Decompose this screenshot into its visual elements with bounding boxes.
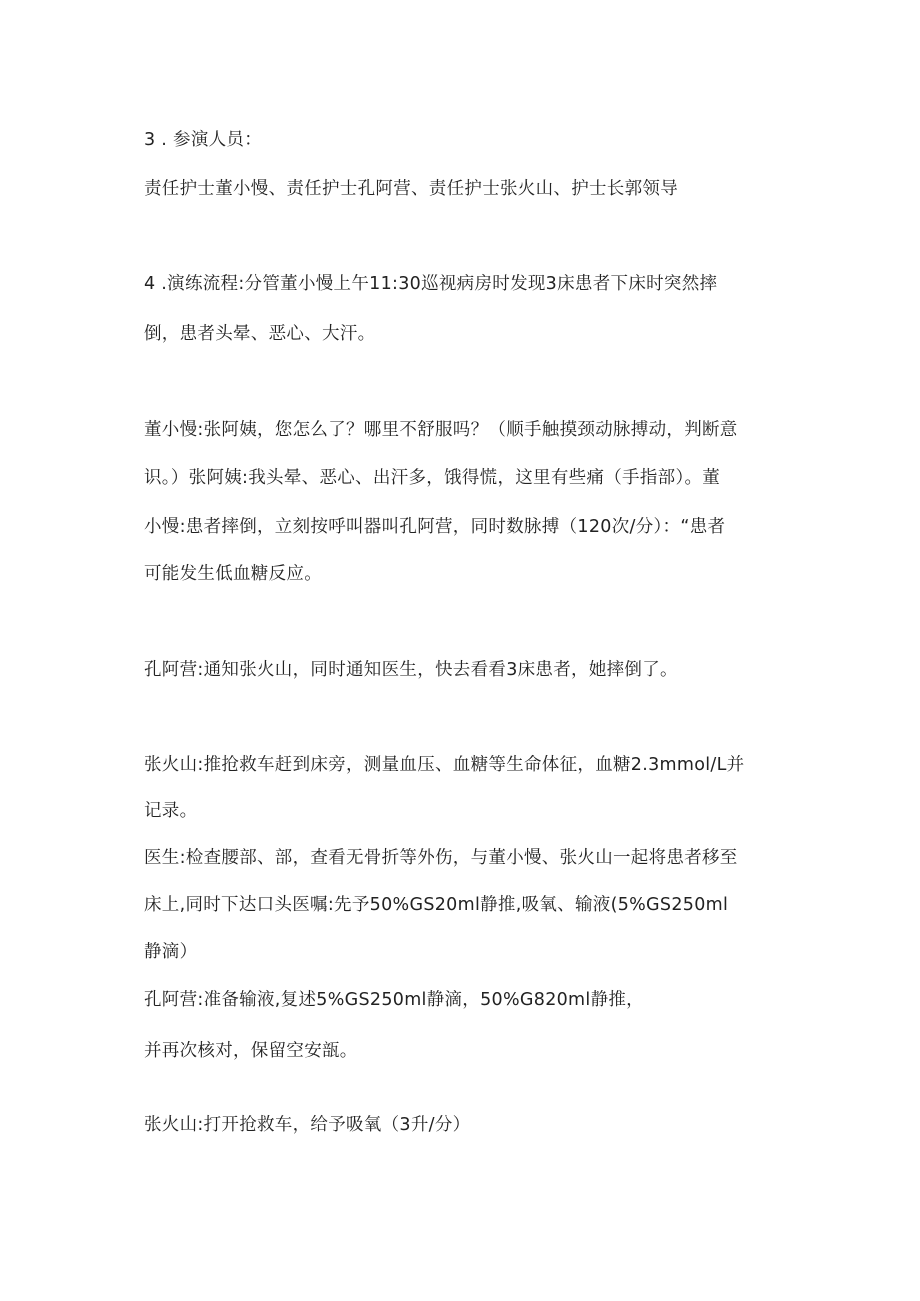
dialogue-line: 小慢:患者摔倒，立刻按呼叫器叫孔阿营，同时数脉搏（120次/分）：“患者 xyxy=(144,517,726,537)
section-3-heading: 3 . 参演人员： xyxy=(144,130,263,150)
dialogue-line: 静滴） xyxy=(144,942,198,962)
participants-line: 责任护士董小慢、责任护士孔阿营、责任护士张火山、护士长郭领导 xyxy=(144,179,678,199)
dialogue-line: 可能发生低血糖反应。 xyxy=(144,564,322,584)
dialogue-line: 并再次核对，保留空安瓿。 xyxy=(144,1041,358,1061)
dialogue-line: 记录。 xyxy=(144,801,198,821)
dialogue-line: 孔阿营:通知张火山，同时通知医生，快去看看3床患者，她摔倒了。 xyxy=(144,660,678,680)
dialogue-line: 董小慢:张阿姨，您怎么了？哪里不舒服吗？（顺手触摸颈动脉搏动，判断意 xyxy=(144,420,738,440)
dialogue-line: 识。）张阿姨:我头晕、恶心、出汗多，饿得慌，这里有些痛（手指部）。董 xyxy=(144,468,721,488)
dialogue-line: 孔阿营:准备输液,复述5%GS250ml静滴，50%G820ml静推， xyxy=(144,990,644,1010)
dialogue-line: 张火山:推抢救车赶到床旁，测量血压、血糖等生命体征，血糖2.3mmol/L并 xyxy=(144,755,745,775)
paragraph-line: 倒，患者头晕、恶心、大汗。 xyxy=(144,324,376,344)
dialogue-line: 医生:检查腰部、部，查看无骨折等外伤，与董小慢、张火山一起将患者移至 xyxy=(144,848,738,868)
section-4-heading: 4 .演练流程:分管董小慢上午11:30巡视病房时发现3床患者下床时突然摔 xyxy=(144,274,718,294)
dialogue-line: 张火山:打开抢救车，给予吸氧（3升/分） xyxy=(144,1115,471,1135)
dialogue-line: 床上,同时下达口头医嘱:先予50%GS20ml静推,吸氧、输液(5%GS250ml xyxy=(144,895,729,915)
